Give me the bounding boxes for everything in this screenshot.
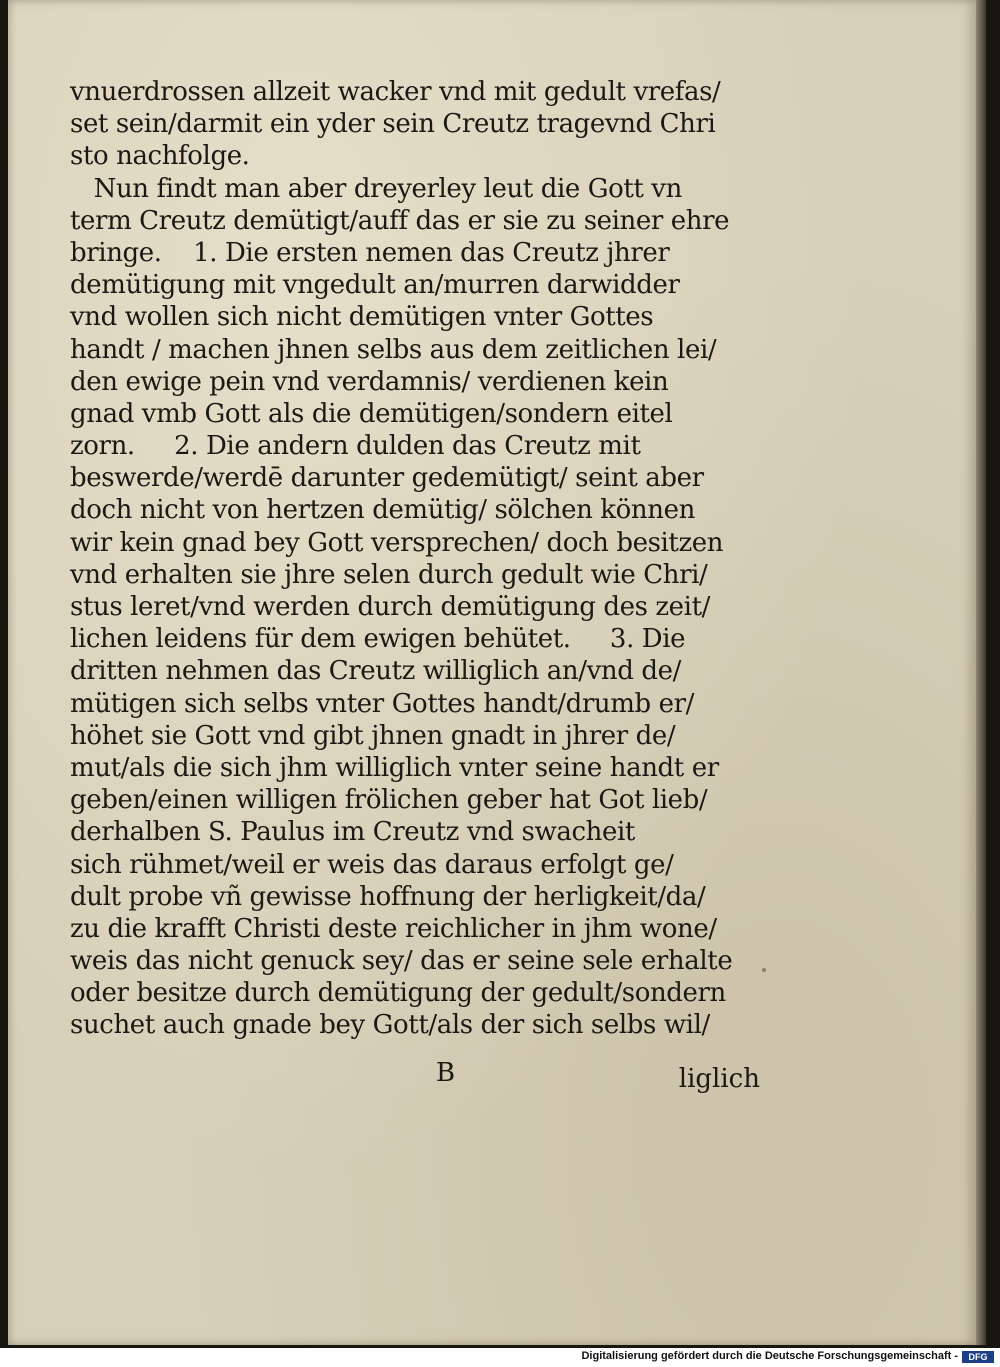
text-line: handt / machen jhnen selbs aus dem zeitlichen lei/ <box>70 334 717 365</box>
text-line: Nun findt man aber dreyerley leut die Gott vn <box>70 173 682 204</box>
text-line: suchet auch gnade bey Gott/als der sich selbs wil/ <box>70 1010 710 1041</box>
text-line: oder besitze durch demütigung der gedult/sondern <box>70 978 726 1009</box>
text-line: zu die krafft Christi deste reichlicher in jhm wone/ <box>70 913 717 944</box>
text-line: demütigung mit vngedult an/murren darwidder <box>70 270 680 301</box>
text-line: beswerde/werdē darunter gedemütigt/ seint aber <box>70 463 704 494</box>
text-line: vnuerdrossen allzeit wacker vnd mit gedult vrefas/ <box>70 77 721 107</box>
page-edge <box>976 0 986 1345</box>
text-line: den ewige pein vnd verdamnis/ verdienen kein <box>70 366 669 397</box>
page-text <box>70 76 760 1042</box>
text-line: dritten nehmen das Creutz williglich an/vnd de/ <box>70 656 681 687</box>
text-line: sto nachfolge. <box>70 141 250 172</box>
text-line: term Creutz demütigt/auff das er sie zu seiner ehre <box>70 205 730 236</box>
text-line: derhalben S. Paulus im Creutz vnd swacheit <box>70 817 635 848</box>
page-foot <box>70 1058 760 1092</box>
text-line: vnd erhalten sie jhre selen durch gedult wie Chri/ <box>70 559 708 590</box>
funding-credit: Digitalisierung gefördert durch die Deutsche Forschungsgemeinschaft - <box>581 1350 958 1362</box>
text-line: geben/einen willigen frölichen geber hat Got lieb/ <box>70 785 708 816</box>
catchword: liglich <box>678 1064 760 1094</box>
text-line: wir kein gnad bey Gott versprechen/ doch besitzen <box>70 527 724 558</box>
digitization-footer <box>0 1348 1000 1367</box>
text-line: mütigen sich selbs vnter Gottes handt/drumb er/ <box>70 688 695 719</box>
text-line: gnad vmb Gott als die demütigen/sondern eitel <box>70 398 673 429</box>
dfg-logo: DFG <box>962 1351 994 1363</box>
text-line: vnd wollen sich nicht demütigen vnter Gottes <box>70 302 654 333</box>
text-line: höhet sie Gott vnd gibt jhnen gnadt in jhrer de/ <box>70 720 676 751</box>
signature-mark: B <box>436 1058 456 1088</box>
text-line: stus leret/vnd werden durch demütigung des zeit/ <box>70 592 710 622</box>
text-line: set sein/darmit ein yder sein Creutz tragevnd Chri <box>70 109 716 140</box>
text-line: bringe. 1. Die ersten nemen das Creutz jhrer <box>70 237 670 268</box>
text-line: dult probe vñ gewisse hoffnung der herligkeit/da/ <box>70 881 706 912</box>
text-line: sich rühmet/weil er weis das daraus erfolgt ge/ <box>70 849 674 880</box>
ink-spot <box>762 968 766 972</box>
text-line: mut/als die sich jhm williglich vnter seine handt er <box>70 752 719 783</box>
text-line: doch nicht von hertzen demütig/ sölchen können <box>70 495 695 526</box>
text-line: weis das nicht genuck sey/ das er seine sele erhalte <box>70 946 733 977</box>
text-line: lichen leidens für dem ewigen behütet. 3. Die <box>70 624 686 655</box>
text-line: zorn. 2. Die andern dulden das Creutz mit <box>70 431 641 462</box>
